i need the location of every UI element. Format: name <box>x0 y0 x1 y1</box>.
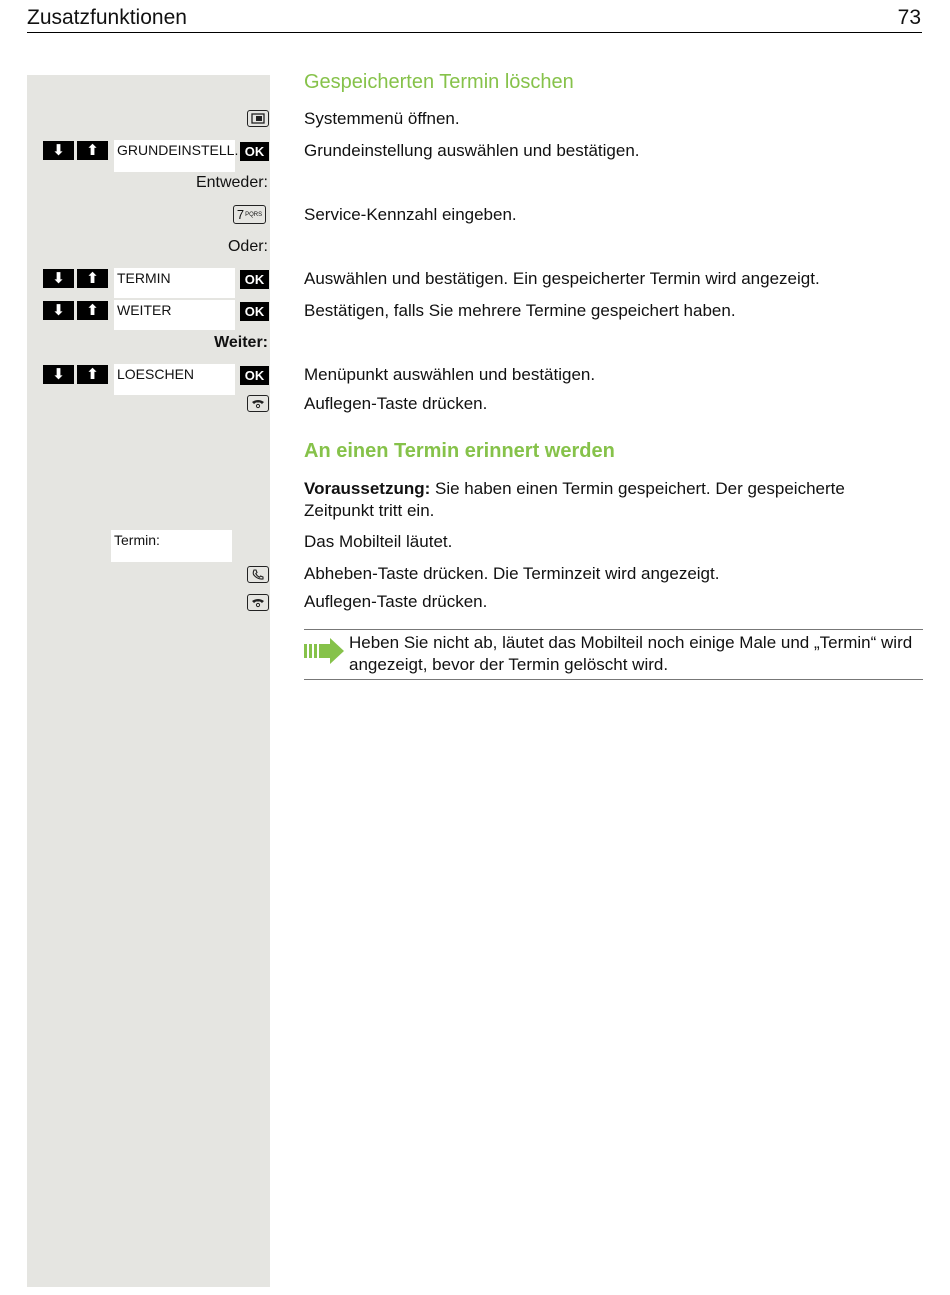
keypad-digit: 7 <box>236 207 245 222</box>
arrow-up-icon[interactable]: ⬆ <box>77 269 108 288</box>
arrow-down-icon[interactable]: ⬇ <box>43 301 74 320</box>
label-oder: Oder: <box>227 238 268 255</box>
hangup-key-icon[interactable] <box>247 395 269 412</box>
hangup-key-icon[interactable] <box>247 594 269 611</box>
display-weiter: WEITER <box>114 300 235 330</box>
note-bottom-rule <box>304 679 923 680</box>
display-grundeinstell: GRUNDEINSTELL. <box>114 140 235 172</box>
step-handset-rings: Das Mobilteil läutet. <box>304 532 453 551</box>
ok-button[interactable]: OK <box>240 366 269 385</box>
section-heading-appointment-reminder: An einen Termin erinnert werden <box>304 440 615 462</box>
prerequisite-label: Voraussetzung: <box>304 479 431 498</box>
arrow-down-icon[interactable]: ⬇ <box>43 141 74 160</box>
ok-button[interactable]: OK <box>240 302 269 321</box>
keypad-letters: PQRS <box>245 211 263 218</box>
step-press-pickup: Abheben-Taste drücken. Die Terminzeit wird angezeigt. <box>304 564 720 583</box>
display-termin: TERMIN <box>114 268 235 298</box>
arrow-down-icon[interactable]: ⬇ <box>43 365 74 384</box>
display-termin-reminder: Termin: <box>111 530 232 562</box>
note-text: Heben Sie nicht ab, läutet das Mobilteil noch einige Male und „Termin“ wird angezeigt, bevor der Termin gelöscht wird. <box>349 633 913 674</box>
step-select-confirm-appointment: Auswählen und bestätigen. Ein gespeicherter Termin wird angezeigt. <box>304 269 820 288</box>
step-enter-service-code: Service-Kennzahl eingeben. <box>304 205 517 224</box>
display-loeschen: LOESCHEN <box>114 364 235 395</box>
step-confirm-multiple: Bestätigen, falls Sie mehrere Termine gespeichert haben. <box>304 301 736 320</box>
step-select-menu-item: Menüpunkt auswählen und bestätigen. <box>304 365 596 384</box>
prerequisite-text: Sie haben einen Termin gespeichert. Der gespeicherte Zeitpunkt tritt ein. <box>304 479 845 520</box>
page-header-title: Zusatzfunktionen <box>27 6 187 29</box>
page-number: 73 <box>897 6 921 29</box>
arrow-up-icon[interactable]: ⬆ <box>77 301 108 320</box>
arrow-up-icon[interactable]: ⬆ <box>77 141 108 160</box>
section-heading-delete-appointment: Gespeicherten Termin löschen <box>304 71 574 93</box>
menu-key-icon <box>247 110 269 127</box>
keypad-7-icon[interactable] <box>233 205 266 224</box>
header-divider <box>27 32 922 33</box>
arrow-down-icon[interactable]: ⬇ <box>43 269 74 288</box>
step-press-hangup-2: Auflegen-Taste drücken. <box>304 592 488 611</box>
prerequisite-paragraph <box>304 478 916 522</box>
pickup-key-icon[interactable] <box>247 566 269 583</box>
step-press-hangup: Auflegen-Taste drücken. <box>304 394 488 413</box>
step-open-system-menu: Systemmenü öffnen. <box>304 109 460 128</box>
label-weiter: Weiter: <box>214 334 268 351</box>
note-top-rule <box>304 629 923 630</box>
ok-button[interactable]: OK <box>240 142 269 161</box>
arrow-up-icon[interactable]: ⬆ <box>77 365 108 384</box>
label-entweder: Entweder: <box>195 174 268 191</box>
note-arrow-icon <box>304 638 346 669</box>
ok-button[interactable]: OK <box>240 270 269 289</box>
step-select-grundeinstellung: Grundeinstellung auswählen und bestätigen. <box>304 141 640 160</box>
